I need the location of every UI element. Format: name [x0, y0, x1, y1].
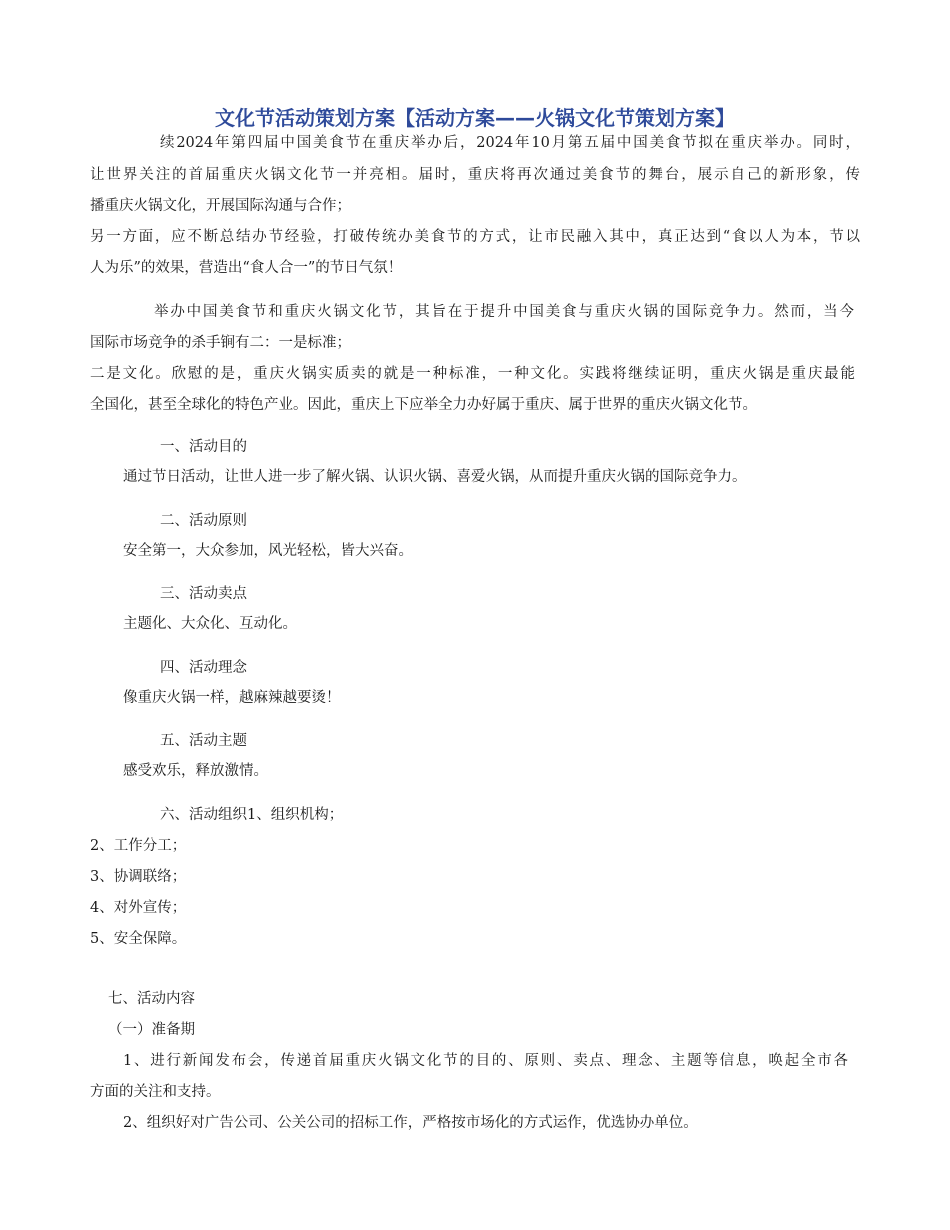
list-item: 5、安全保障。 [90, 931, 187, 947]
body-line: 二是文化。欣慰的是，重庆火锅实质卖的就是一种标准，一种文化。实践将继续证明，重庆火锅是重庆最能 [90, 366, 855, 382]
section-heading: 二、活动原则 [160, 513, 247, 529]
body-line: 举办中国美食节和重庆火锅文化节，其旨在于提升中国美食与重庆火锅的国际竞争力。然而，当今 [154, 304, 854, 320]
section-body: 安全第一，大众参加，风光轻松，皆大兴奋。 [123, 543, 413, 559]
body-line: 1、进行新闻发布会，传递首届重庆火锅文化节的目的、原则、卖点、理念、主题等信息，唤起全市各 [123, 1053, 848, 1069]
intro-line: 让世界关注的首届重庆火锅文化节一并亮相。届时，重庆将再次通过美食节的舞台，展示自己的新形象，传 [90, 167, 860, 183]
section-body: 感受欢乐，释放激情。 [123, 763, 268, 779]
page-title: 文化节活动策划方案【活动方案——火锅文化节策划方案】 [215, 106, 735, 130]
section-body: 通过节日活动，让世人进一步了解火锅、认识火锅、喜爱火锅，从而提升重庆火锅的国际竞争力。 [123, 469, 747, 485]
section-heading: 三、活动卖点 [160, 586, 247, 602]
section-heading: 一、活动目的 [160, 439, 247, 455]
section-heading: 七、活动内容 [108, 991, 195, 1007]
list-item: 4、对外宣传； [90, 900, 187, 916]
intro-line: 另一方面，应不断总结办节经验，打破传统办美食节的方式，让市民融入其中，真正达到“食以人为本，节以 [90, 229, 860, 245]
section-heading: 四、活动理念 [160, 660, 247, 676]
body-line: 国际市场竞争的杀手锏有二：一是标准； [90, 335, 351, 351]
section-heading: 五、活动主题 [160, 733, 247, 749]
section-heading: 六、活动组织1、组织机构； [160, 807, 344, 823]
intro-line: 播重庆火锅文化，开展国际沟通与合作； [90, 198, 351, 214]
body-line: 全国化，甚至全球化的特色产业。因此，重庆上下应举全力办好属于重庆、属于世界的重庆火锅文化节。 [90, 397, 757, 413]
list-item: 2、工作分工； [90, 838, 187, 854]
body-line: 2、组织好对广告公司、公关公司的招标工作，严格按市场化的方式运作，优选协办单位。 [123, 1115, 698, 1131]
subsection-heading: （一）准备期 [108, 1022, 195, 1038]
list-item: 3、协调联络； [90, 869, 187, 885]
body-line: 方面的关注和支持。 [90, 1084, 221, 1100]
section-body: 像重庆火锅一样，越麻辣越要烫！ [123, 690, 341, 706]
section-body: 主题化、大众化、互动化。 [123, 616, 297, 632]
intro-line: 续2024年第四届中国美食节在重庆举办后，2024年10月第五届中国美食节拟在重庆举办。同时， [160, 135, 860, 151]
intro-line: 人为乐”的效果，营造出“食人合一”的节日气氛！ [90, 260, 403, 276]
